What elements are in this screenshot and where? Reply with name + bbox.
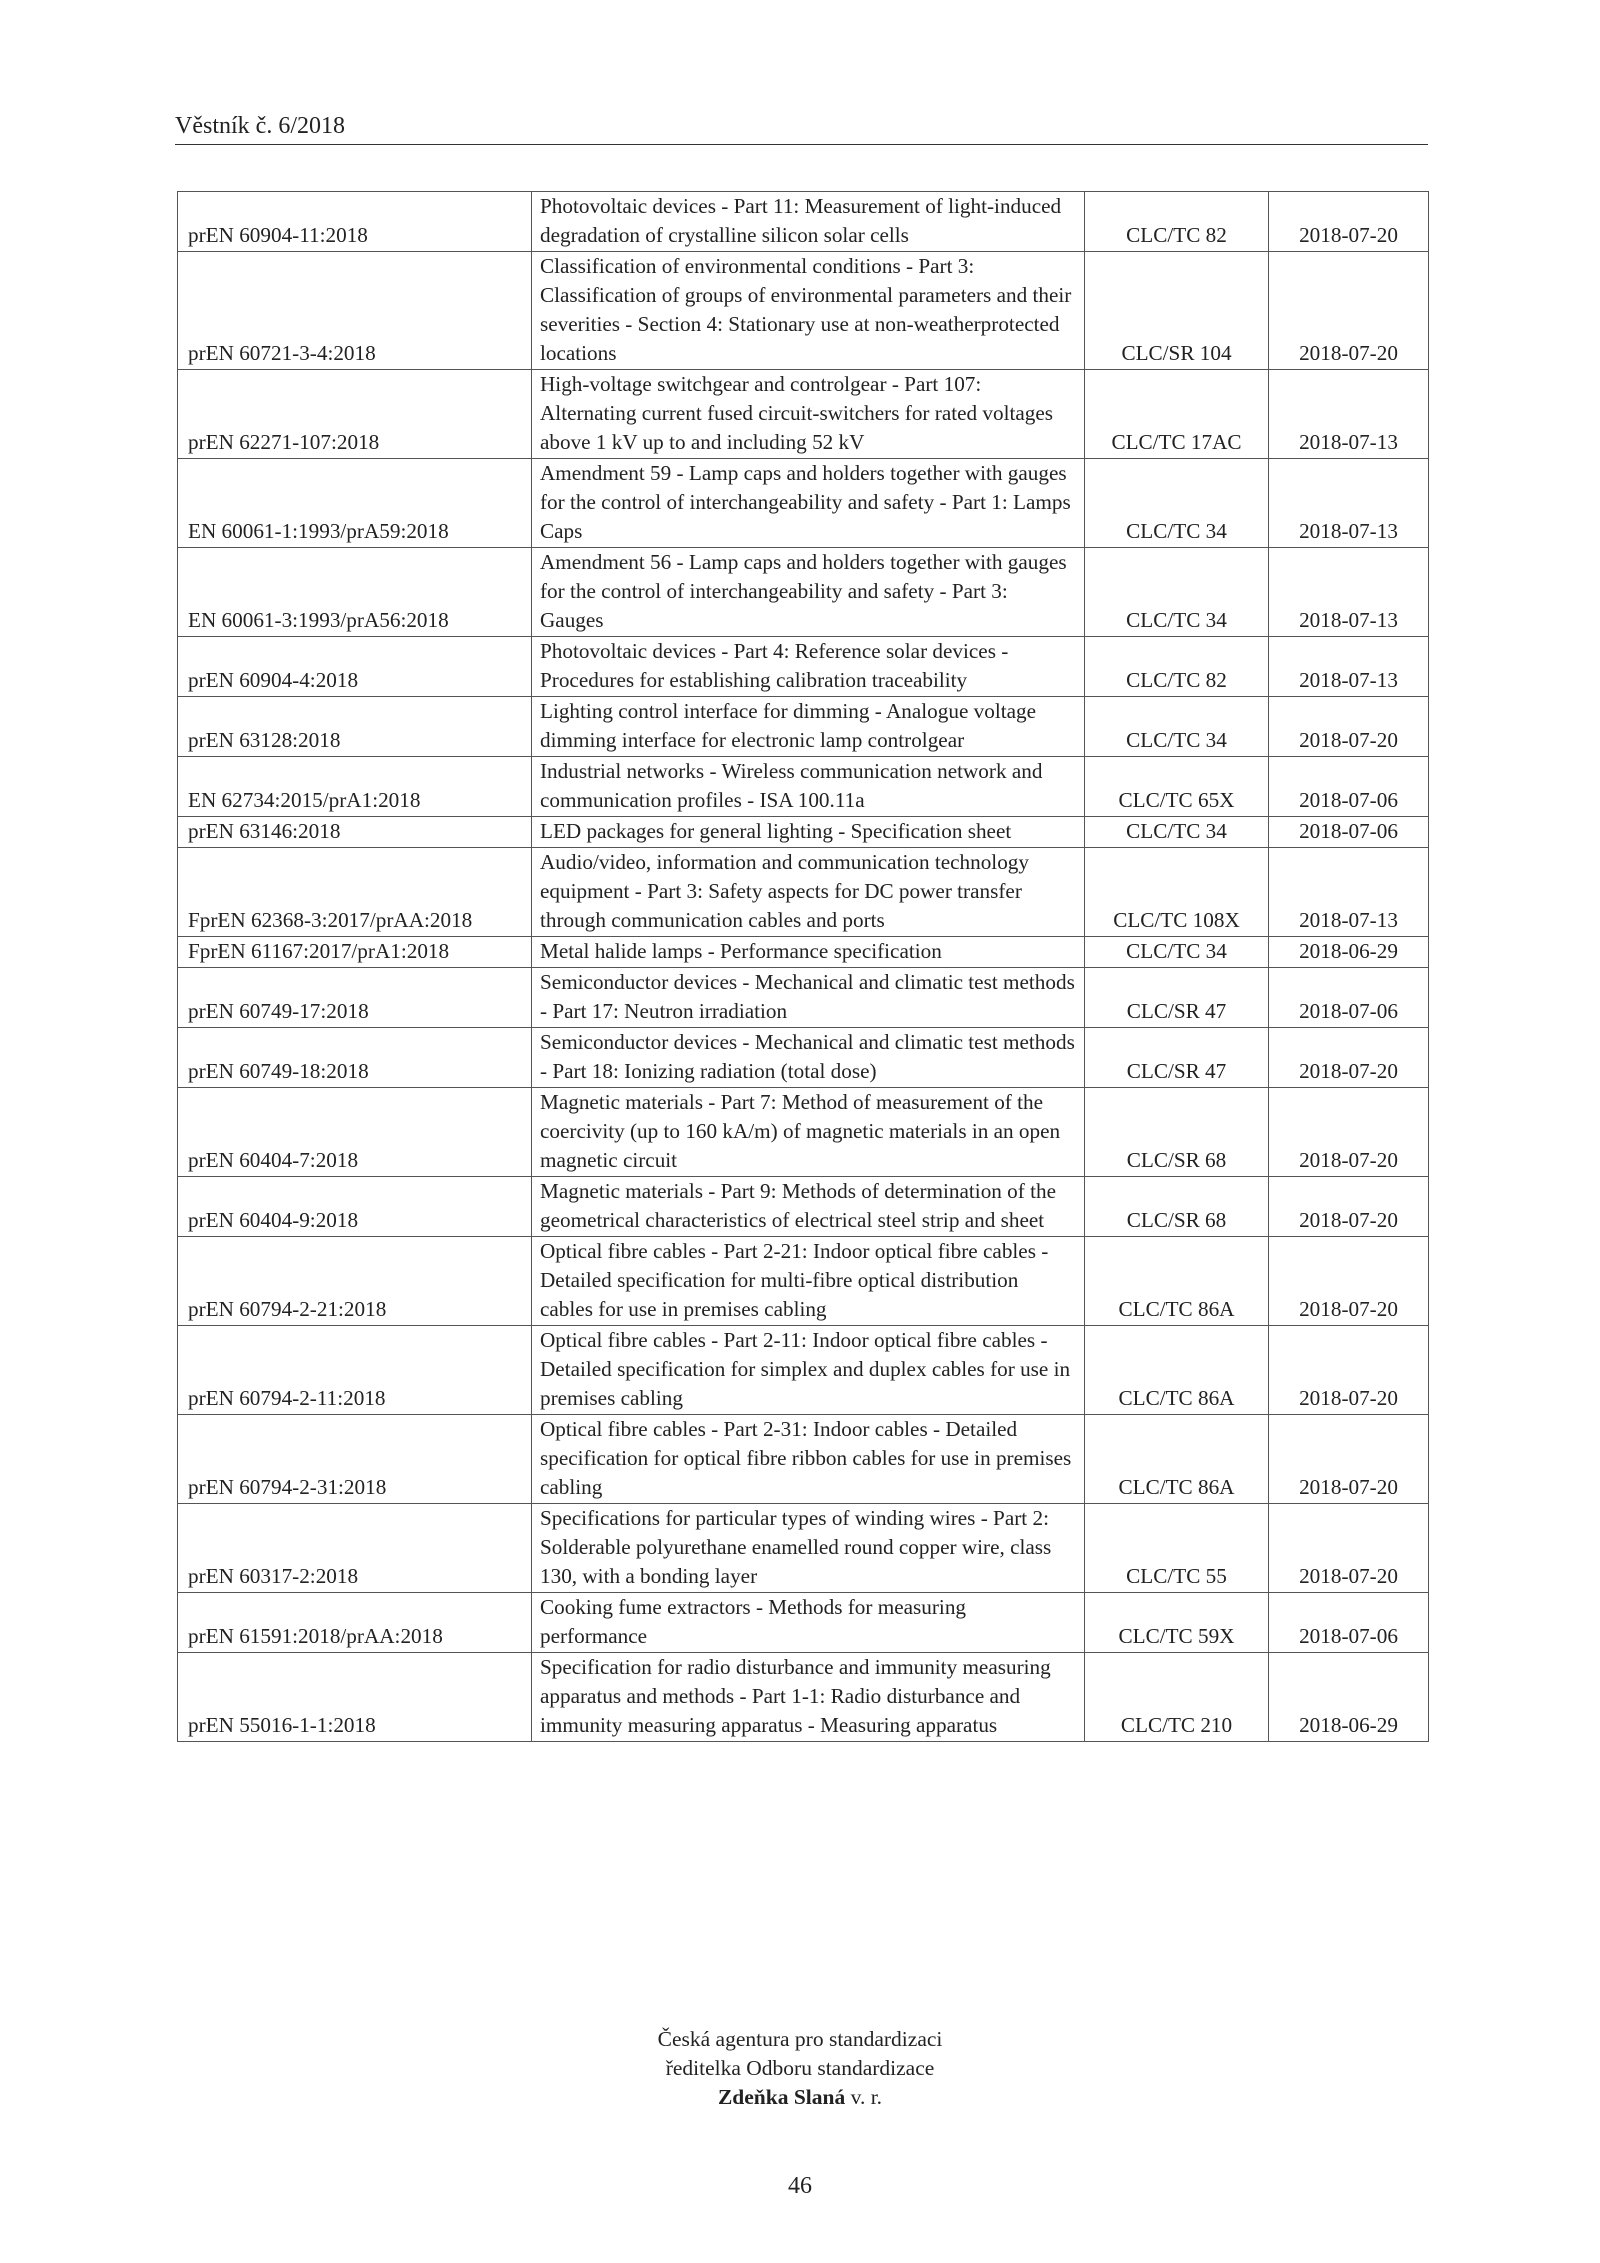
technical-committee: CLC/SR 68	[1085, 1177, 1269, 1237]
standard-title: High-voltage switchgear and controlgear - Part 107: Alternating current fused circuit-switchers for rated voltages above 1 kV up to and including 52 kV	[532, 370, 1085, 459]
page-number: 46	[788, 2173, 812, 2199]
standard-title: Lighting control interface for dimming - Analogue voltage dimming interface for electronic lamp controlgear	[532, 697, 1085, 757]
table-row	[178, 757, 1429, 817]
standards-table	[177, 191, 1429, 1742]
standard-title: Photovoltaic devices - Part 4: Reference solar devices - Procedures for establishing calibration traceability	[532, 637, 1085, 697]
technical-committee: CLC/SR 104	[1085, 252, 1269, 370]
deadline-date: 2018-07-20	[1269, 1415, 1429, 1504]
signatory-suffix: v. r.	[845, 2085, 883, 2109]
table-row	[178, 1415, 1429, 1504]
technical-committee: CLC/SR 47	[1085, 1028, 1269, 1088]
deadline-date: 2018-07-20	[1269, 1326, 1429, 1415]
standard-title: Audio/video, information and communication technology equipment - Part 3: Safety aspects for DC power transfer through communication cables and ports	[532, 848, 1085, 937]
table-row	[178, 697, 1429, 757]
standard-title: LED packages for general lighting - Specification sheet	[532, 817, 1085, 848]
table-row	[178, 548, 1429, 637]
deadline-date: 2018-07-13	[1269, 548, 1429, 637]
standard-title: Amendment 59 - Lamp caps and holders together with gauges for the control of interchangeability and safety - Part 1: Lamps Caps	[532, 459, 1085, 548]
signature-block	[0, 2025, 1600, 2112]
deadline-date: 2018-07-06	[1269, 757, 1429, 817]
standard-number: prEN 60794-2-11:2018	[178, 1326, 532, 1415]
standard-title: Optical fibre cables - Part 2-21: Indoor optical fibre cables - Detailed specification for multi-fibre optical distribution cables for use in premises cabling	[532, 1237, 1085, 1326]
deadline-date: 2018-07-20	[1269, 1237, 1429, 1326]
table-row	[178, 817, 1429, 848]
standard-title: Specification for radio disturbance and immunity measuring apparatus and methods - Part 1-1: Radio disturbance and immunity measuring apparatus - Measuring apparatus	[532, 1653, 1085, 1742]
deadline-date: 2018-07-13	[1269, 370, 1429, 459]
technical-committee: CLC/TC 34	[1085, 548, 1269, 637]
standard-number: prEN 60749-18:2018	[178, 1028, 532, 1088]
technical-committee: CLC/TC 86A	[1085, 1326, 1269, 1415]
technical-committee: CLC/TC 34	[1085, 937, 1269, 968]
deadline-date: 2018-07-06	[1269, 968, 1429, 1028]
standard-title: Optical fibre cables - Part 2-11: Indoor optical fibre cables - Detailed specification for simplex and duplex cables for use in premises cabling	[532, 1326, 1085, 1415]
technical-committee: CLC/TC 82	[1085, 637, 1269, 697]
technical-committee: CLC/TC 17AC	[1085, 370, 1269, 459]
table-row	[178, 637, 1429, 697]
standard-number: prEN 60404-7:2018	[178, 1088, 532, 1177]
table-row	[178, 1504, 1429, 1593]
standard-number: FprEN 61167:2017/prA1:2018	[178, 937, 532, 968]
agency-name: Česká agentura pro standardizaci	[657, 2027, 943, 2051]
technical-committee: CLC/TC 86A	[1085, 1415, 1269, 1504]
technical-committee: CLC/TC 34	[1085, 697, 1269, 757]
deadline-date: 2018-06-29	[1269, 1653, 1429, 1742]
technical-committee: CLC/TC 65X	[1085, 757, 1269, 817]
table-row	[178, 848, 1429, 937]
standard-title: Specifications for particular types of winding wires - Part 2: Solderable polyurethane enamelled round copper wire, class 130, with a bonding layer	[532, 1504, 1085, 1593]
technical-committee: CLC/TC 34	[1085, 459, 1269, 548]
standard-title: Classification of environmental conditions - Part 3: Classification of groups of environmental parameters and their severities - Section 4: Stationary use at non-weatherprotected locations	[532, 252, 1085, 370]
technical-committee: CLC/TC 34	[1085, 817, 1269, 848]
signatory-line	[0, 2083, 1600, 2112]
technical-committee: CLC/TC 86A	[1085, 1237, 1269, 1326]
standard-title: Semiconductor devices - Mechanical and climatic test methods - Part 18: Ionizing radiation (total dose)	[532, 1028, 1085, 1088]
table-row	[178, 1653, 1429, 1742]
technical-committee: CLC/TC 82	[1085, 192, 1269, 252]
deadline-date: 2018-07-13	[1269, 848, 1429, 937]
standards-table-body	[178, 192, 1429, 1742]
standard-number: EN 62734:2015/prA1:2018	[178, 757, 532, 817]
standard-number: EN 60061-3:1993/prA56:2018	[178, 548, 532, 637]
table-row	[178, 252, 1429, 370]
standard-number: FprEN 62368-3:2017/prAA:2018	[178, 848, 532, 937]
table-row	[178, 1237, 1429, 1326]
page-header	[175, 112, 1428, 145]
deadline-date: 2018-07-06	[1269, 1593, 1429, 1653]
table-row	[178, 1593, 1429, 1653]
deadline-date: 2018-06-29	[1269, 937, 1429, 968]
standard-number: prEN 60904-4:2018	[178, 637, 532, 697]
deadline-date: 2018-07-20	[1269, 252, 1429, 370]
standard-title: Magnetic materials - Part 7: Method of measurement of the coercivity (up to 160 kA/m) of magnetic materials in an open magnetic circuit	[532, 1088, 1085, 1177]
standard-number: prEN 55016-1-1:2018	[178, 1653, 532, 1742]
standard-number: prEN 60317-2:2018	[178, 1504, 532, 1593]
standard-title: Photovoltaic devices - Part 11: Measurement of light-induced degradation of crystalline silicon solar cells	[532, 192, 1085, 252]
deadline-date: 2018-07-13	[1269, 637, 1429, 697]
standard-title: Industrial networks - Wireless communication network and communication profiles - ISA 100.11a	[532, 757, 1085, 817]
standard-number: prEN 62271-107:2018	[178, 370, 532, 459]
table-row	[178, 1177, 1429, 1237]
table-row	[178, 937, 1429, 968]
standard-title: Magnetic materials - Part 9: Methods of determination of the geometrical characteristics of electrical steel strip and sheet	[532, 1177, 1085, 1237]
deadline-date: 2018-07-13	[1269, 459, 1429, 548]
deadline-date: 2018-07-20	[1269, 697, 1429, 757]
standard-number: prEN 60721-3-4:2018	[178, 252, 532, 370]
signatory-name: Zdeňka Slaná	[717, 2085, 846, 2109]
standard-number: prEN 60794-2-21:2018	[178, 1237, 532, 1326]
deadline-date: 2018-07-20	[1269, 192, 1429, 252]
standard-number: prEN 60404-9:2018	[178, 1177, 532, 1237]
table-row	[178, 1088, 1429, 1177]
standard-number: EN 60061-1:1993/prA59:2018	[178, 459, 532, 548]
standard-number: prEN 63146:2018	[178, 817, 532, 848]
technical-committee: CLC/TC 55	[1085, 1504, 1269, 1593]
deadline-date: 2018-07-06	[1269, 817, 1429, 848]
table-row	[178, 968, 1429, 1028]
standard-title: Metal halide lamps - Performance specification	[532, 937, 1085, 968]
technical-committee: CLC/TC 108X	[1085, 848, 1269, 937]
table-row	[178, 1326, 1429, 1415]
standard-title: Cooking fume extractors - Methods for measuring performance	[532, 1593, 1085, 1653]
deadline-date: 2018-07-20	[1269, 1504, 1429, 1593]
deadline-date: 2018-07-20	[1269, 1088, 1429, 1177]
table-row	[178, 370, 1429, 459]
table-row	[178, 459, 1429, 548]
technical-committee: CLC/TC 59X	[1085, 1593, 1269, 1653]
signatory-role: ředitelka Odboru standardizace	[665, 2056, 935, 2080]
deadline-date: 2018-07-20	[1269, 1028, 1429, 1088]
standard-number: prEN 60749-17:2018	[178, 968, 532, 1028]
technical-committee: CLC/SR 47	[1085, 968, 1269, 1028]
standard-number: prEN 63128:2018	[178, 697, 532, 757]
table-row	[178, 192, 1429, 252]
standard-title: Optical fibre cables - Part 2-31: Indoor cables - Detailed specification for optical fibre ribbon cables for use in premises cabling	[532, 1415, 1085, 1504]
standard-number: prEN 60904-11:2018	[178, 192, 532, 252]
deadline-date: 2018-07-20	[1269, 1177, 1429, 1237]
journal-title: Věstník č. 6/2018	[175, 113, 345, 139]
standard-number: prEN 60794-2-31:2018	[178, 1415, 532, 1504]
technical-committee: CLC/SR 68	[1085, 1088, 1269, 1177]
table-row	[178, 1028, 1429, 1088]
standard-title: Amendment 56 - Lamp caps and holders together with gauges for the control of interchangeability and safety - Part 3: Gauges	[532, 548, 1085, 637]
technical-committee: CLC/TC 210	[1085, 1653, 1269, 1742]
standard-title: Semiconductor devices - Mechanical and climatic test methods - Part 17: Neutron irradiation	[532, 968, 1085, 1028]
standard-number: prEN 61591:2018/prAA:2018	[178, 1593, 532, 1653]
